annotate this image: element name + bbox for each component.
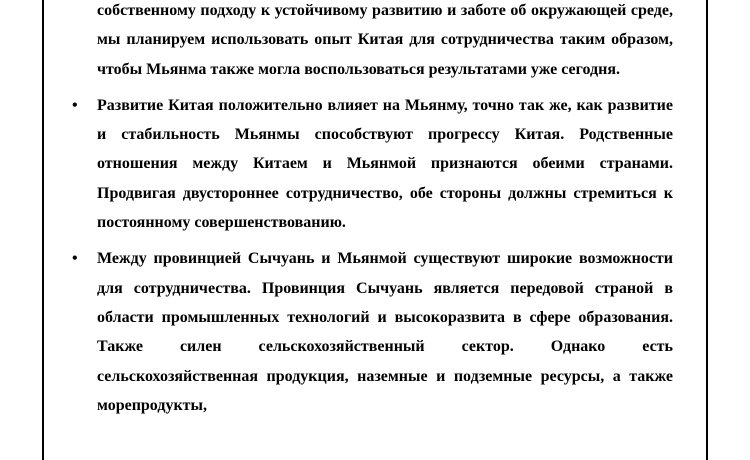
bullet-paragraph-sichuan <box>72 244 673 420</box>
paragraph-text: Развитие Китая положительно влияет на Мьянму, точно так же, как развитие и стабильность Мьянмы способствуют прогрессу Китая. Родственные отношения между Китаем и Мьянмой признаются обеими странами. Продвигая двустороннее сотрудничество, обе стороны должны стремиться к постоянному совершенствованию. <box>97 96 673 232</box>
bullet-paragraph-china-development <box>72 91 673 237</box>
paragraph-continued <box>97 0 673 84</box>
paragraph-text: Между провинцией Сычуань и Мьянмой существуют широкие возможности для сотрудничества. Провинция Сычуань является передовой страной в области промышленных технологий и высокоразвита в сфере образования. Также силен сельскохозяйственный сектор. Однако есть сельскохозяйственная продукция, наземные и подземные ресурсы, а также морепродукты, <box>97 250 673 414</box>
document-body <box>72 0 673 427</box>
bullet-icon: • <box>72 96 78 114</box>
bullet-icon: • <box>72 250 78 268</box>
paragraph-text: собственному подходу к устойчивому развитию и заботе об окружающей среде, мы планируем использовать опыт Китая для сотрудничества таким образом, чтобы Мьянма также могла воспользоваться результатами уже сегодня. <box>97 2 673 78</box>
